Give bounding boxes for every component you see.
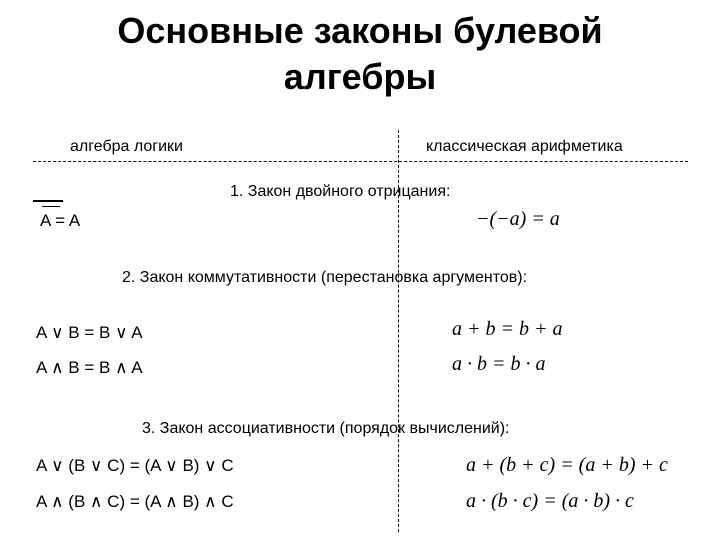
law-2-logic-formula-and: A ∧ B = B ∧ A: [36, 358, 143, 377]
double-negation-bar-1: [33, 200, 63, 202]
page-title: [0, 8, 720, 100]
law-3-logic-formula-and: A ∧ (B ∧ C) = (A ∧ B) ∧ C: [36, 492, 234, 511]
header-divider: [33, 161, 688, 162]
law-2-logic-formula-or: A ∨ B = B ∨ A: [36, 323, 143, 342]
title-line-2: алгебры: [283, 56, 437, 97]
law-1-arithmetic-formula: −(−a) = a: [476, 208, 560, 230]
column-header-logic: алгебра логики: [70, 138, 183, 155]
law-1-heading: 1. Закон двойного отрицания:: [230, 183, 451, 200]
law-3-heading: 3. Закон ассоциативности (порядок вычислений):: [142, 420, 510, 437]
law-3-logic-formula-or: A ∨ (B ∨ C) = (A ∨ B) ∨ C: [36, 456, 234, 475]
law-2-arithmetic-formula-sum: a + b = b + a: [452, 318, 563, 340]
column-header-arithmetic: классическая арифметика: [426, 138, 623, 155]
law-2-heading: 2. Закон коммутативности (перестановка аргументов):: [122, 269, 528, 286]
double-negation-bar-2: [42, 206, 60, 207]
law-2-arithmetic-formula-product: a · b = b · a: [452, 353, 546, 375]
law-3-arithmetic-formula-product: a · (b · c) = (a · b) · c: [466, 490, 634, 512]
law-3-arithmetic-formula-sum: a + (b + c) = (a + b) + c: [466, 454, 668, 476]
title-line-1: Основные законы булевой: [117, 10, 603, 51]
law-1-logic-formula: A = A: [40, 211, 81, 230]
